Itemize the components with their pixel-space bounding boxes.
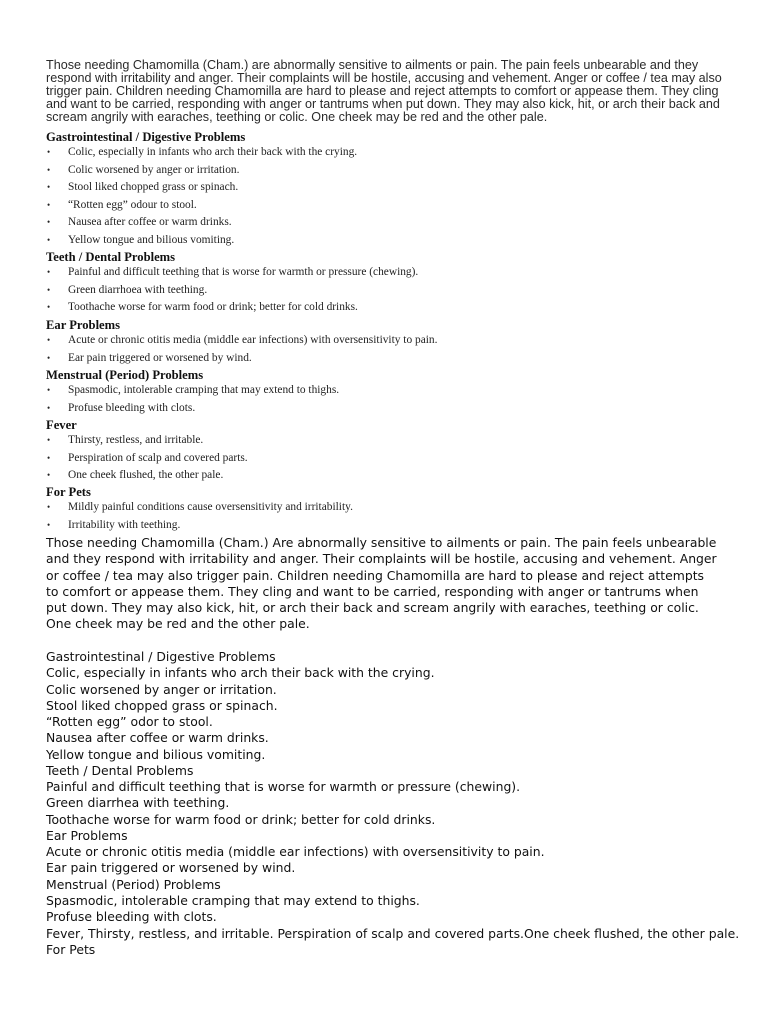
bullet-icon: •: [47, 267, 51, 277]
bullet-icon: •: [47, 519, 51, 530]
plain-line: Colic, especially in infants who arch their back with the crying.: [46, 665, 435, 681]
bullet-icon: •: [47, 182, 51, 193]
bullet-icon: •: [47, 385, 51, 395]
list-item: • Acute or chronic otitis media (middle ear infections) with oversensitivity to pain.: [46, 332, 736, 350]
plain-line: Teeth / Dental Problems: [46, 762, 194, 778]
list-item: • Painful and difficult teething that is worse for warmth or pressure (chewing).: [46, 264, 736, 282]
section-ear: [46, 318, 736, 367]
bullet-icon: •: [47, 435, 51, 445]
bullet-list: [46, 332, 736, 367]
bullet-icon: •: [47, 335, 51, 345]
list-item: • Yellow tongue and bilious vomiting.: [46, 232, 736, 250]
bullet-icon: •: [47, 470, 51, 481]
plain-text-list: [46, 649, 740, 958]
bullet-icon: •: [47, 502, 51, 512]
bullet-icon: •: [47, 402, 51, 413]
intro-paragraph-formatted: Those needing Chamomilla (Cham.) are abnormally sensitive to ailments or pain. The pain feels unbearable and they respond with irritability and anger. Their complaints will be hostile, accusing and vehement. Anger or coffee / tea may also trigger pain. Children needing Chamomilla are hard to please and reject attempts to comfort or appease them. They cling and want to be carried, responding with anger or tantrums when put down. They may also kick, hit, or arch their back and scream angrily with earaches, teething or colic. One cheek may be red and the other pale.: [46, 58, 722, 124]
plain-line: Colic worsened by anger or irritation.: [46, 681, 277, 697]
bullet-icon: •: [47, 147, 51, 157]
plain-line: Menstrual (Period) Problems: [46, 876, 221, 892]
list-item: • Colic, especially in infants who arch their back with the crying.: [46, 144, 736, 162]
list-item: • Ear pain triggered or worsened by wind.: [46, 350, 736, 368]
list-item: • Spasmodic, intolerable cramping that may extend to thighs.: [46, 382, 736, 400]
bullet-icon: •: [47, 452, 51, 463]
plain-line: Yellow tongue and bilious vomiting.: [46, 746, 266, 762]
bullet-list: [46, 499, 736, 534]
section-gastrointestinal: [46, 130, 736, 250]
list-item: • Colic worsened by anger or irritation.: [46, 162, 736, 180]
plain-line: Stool liked chopped grass or spinach.: [46, 697, 278, 713]
list-item: • One cheek flushed, the other pale.: [46, 467, 736, 485]
list-item: • Mildly painful conditions cause oversensitivity and irritability.: [46, 499, 736, 517]
section-heading: Ear Problems: [46, 318, 121, 332]
bullet-icon: •: [47, 199, 51, 210]
list-item: • Thirsty, restless, and irritable.: [46, 432, 736, 450]
bullet-icon: •: [47, 284, 51, 295]
list-item: • Stool liked chopped grass or spinach.: [46, 179, 736, 197]
plain-line: Acute or chronic otitis media (middle ear infections) with oversensitivity to pain.: [46, 844, 545, 860]
list-item: • Toothache worse for warm food or drink; better for cold drinks.: [46, 299, 736, 317]
list-item: • Irritability with teething.: [46, 517, 736, 535]
bullet-list: [46, 144, 736, 250]
plain-line: Fever, Thirsty, restless, and irritable. Perspiration of scalp and covered parts.One cheek flushed, the other pale.: [46, 925, 740, 941]
section-pets: [46, 485, 736, 534]
section-heading: For Pets: [46, 485, 91, 499]
list-item: • Nausea after coffee or warm drinks.: [46, 214, 736, 232]
plain-line: For Pets: [46, 941, 96, 957]
list-item: • Green diarrhoea with teething.: [46, 282, 736, 300]
bullet-list: [46, 432, 736, 485]
plain-line: “Rotten egg” odor to stool.: [46, 714, 213, 730]
bullet-list: [46, 382, 736, 417]
bullet-icon: •: [47, 164, 51, 175]
bullet-icon: •: [47, 234, 51, 245]
plain-line: Ear pain triggered or worsened by wind.: [46, 860, 296, 876]
section-teeth: [46, 250, 736, 317]
section-fever: [46, 418, 736, 485]
plain-line: Painful and difficult teething that is worse for warmth or pressure (chewing).: [46, 779, 521, 795]
plain-line: Spasmodic, intolerable cramping that may extend to thighs.: [46, 892, 420, 908]
plain-line: Ear Problems: [46, 827, 128, 843]
section-heading: Menstrual (Period) Problems: [46, 368, 204, 382]
bullet-icon: •: [47, 217, 51, 228]
section-heading: Fever: [46, 418, 77, 432]
plain-line: Nausea after coffee or warm drinks.: [46, 730, 269, 746]
plain-line: Green diarrhea with teething.: [46, 795, 230, 811]
bullet-icon: •: [47, 352, 51, 363]
plain-line: Toothache worse for warm food or drink; better for cold drinks.: [46, 811, 436, 827]
bullet-icon: •: [47, 302, 51, 313]
section-heading: Teeth / Dental Problems: [46, 250, 176, 264]
intro-paragraph-plain: Those needing Chamomilla (Cham.) Are abnormally sensitive to ailments or pain. The pain feels unbearable and they respond with irritability and anger. Their complaints will be hostile, accusing and vehement. Anger or coffee / tea may also trigger pain. Children needing Chamomilla are hard to please and reject attempts to comfort or appease them. They cling and want to be carried, responding with anger or tantrums when put down. They may also kick, hit, or arch their back and scream angrily with earaches, teething or colic. One cheek may be red and the other pale.: [46, 535, 717, 632]
section-menstrual: [46, 368, 736, 417]
list-item: • Profuse bleeding with clots.: [46, 400, 736, 418]
list-item: • “Rotten egg” odour to stool.: [46, 197, 736, 215]
bullet-list: [46, 264, 736, 317]
section-heading: Gastrointestinal / Digestive Problems: [46, 130, 246, 144]
plain-line: Profuse bleeding with clots.: [46, 909, 217, 925]
list-item: • Perspiration of scalp and covered parts.: [46, 450, 736, 468]
plain-line: Gastrointestinal / Digestive Problems: [46, 649, 276, 664]
